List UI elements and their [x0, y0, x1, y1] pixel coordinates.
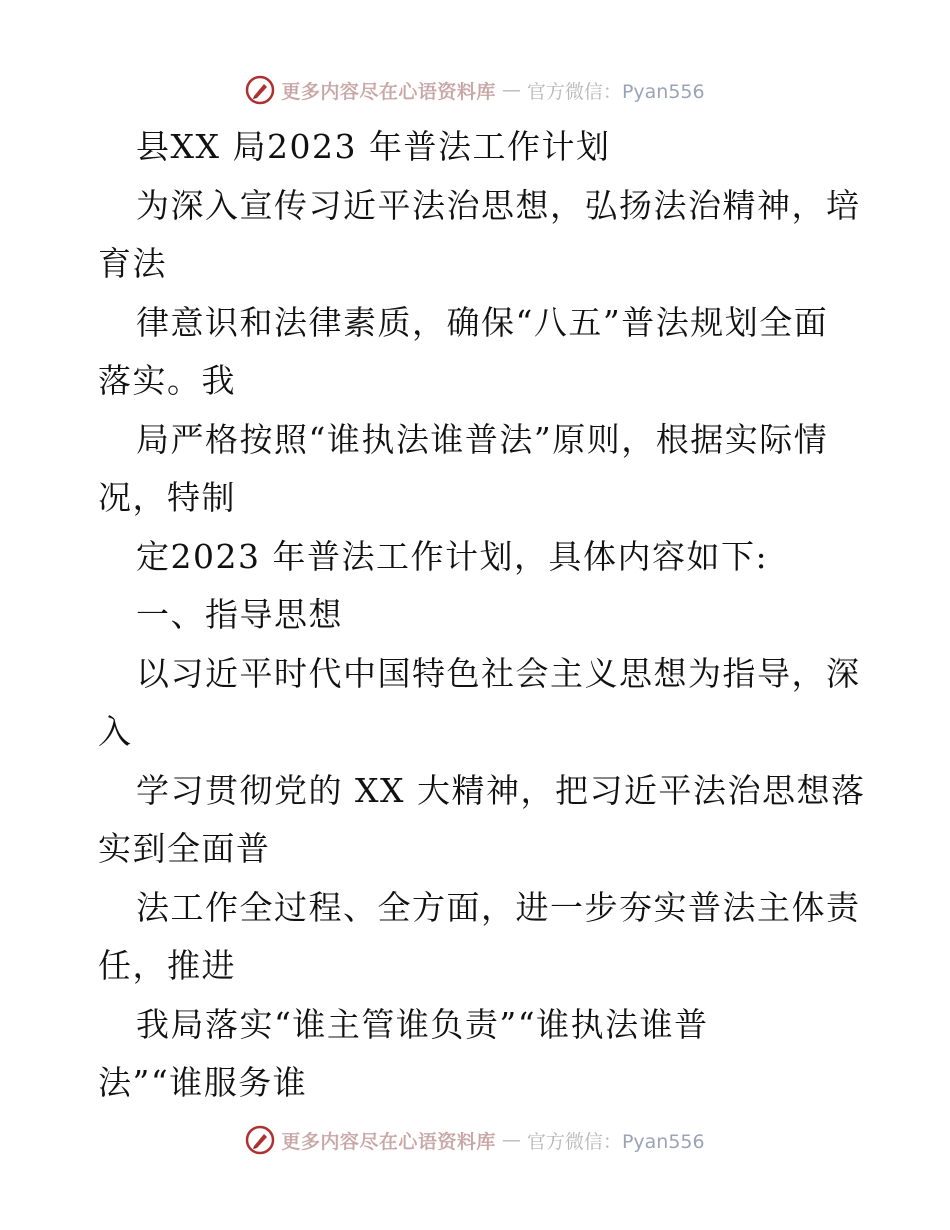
paragraph-line: 法工作全过程、全方面，进一步夯实普法主体责 — [136, 887, 861, 927]
watermark-contact-label: 官方微信： — [526, 1130, 622, 1153]
paragraph-line: 学习贯彻党的 XX 大精神，把习近平法治思想落 — [136, 770, 866, 810]
paragraph-line: 我局落实“谁主管谁负责”“谁执法谁普 — [136, 1004, 709, 1044]
pen-logo-icon — [245, 1125, 275, 1155]
watermark-contact-id: Pyan556 — [621, 1130, 705, 1153]
document-title: 县XX 局2023 年普法工作计划 — [136, 127, 611, 166]
watermark-contact — [527, 77, 705, 104]
watermark-separator: — — [501, 1129, 521, 1151]
watermark-contact-id: Pyan556 — [621, 80, 705, 103]
paragraph-line: 落实。我 — [98, 361, 236, 400]
watermark-brand: 更多内容尽在心语资料库 — [281, 1130, 496, 1153]
paragraph-line: 以习近平时代中国特色社会主义思想为指导，深 — [136, 653, 861, 693]
paragraph-line: 任，推进 — [98, 946, 236, 985]
paragraph-line: 育法 — [98, 244, 167, 283]
paragraph-line: 定2023 年普法工作计划，具体内容如下: — [136, 536, 769, 576]
pen-logo-icon — [245, 75, 275, 105]
paragraph-line: 入 — [98, 712, 133, 751]
paragraph-line: 法”“谁服务谁 — [98, 1063, 308, 1102]
watermark-contact — [527, 1127, 705, 1154]
footer-watermark — [0, 1120, 950, 1160]
watermark-contact-label: 官方微信： — [526, 80, 622, 103]
watermark-separator: — — [501, 79, 521, 101]
header-watermark — [0, 70, 950, 110]
paragraph-line: 律意识和法律素质，确保“八五”普法规划全面 — [136, 302, 829, 342]
section-heading: 一、指导思想 — [136, 595, 343, 634]
paragraph-line: 实到全面普 — [98, 829, 271, 868]
paragraph-line: 为深入宣传习近平法治思想，弘扬法治精神，培 — [136, 185, 861, 225]
paragraph-line: 况，特制 — [98, 478, 236, 517]
watermark-brand: 更多内容尽在心语资料库 — [281, 80, 496, 103]
paragraph-line: 局严格按照“谁执法谁普法”原则，根据实际情 — [136, 419, 829, 459]
document-body — [98, 118, 866, 1113]
